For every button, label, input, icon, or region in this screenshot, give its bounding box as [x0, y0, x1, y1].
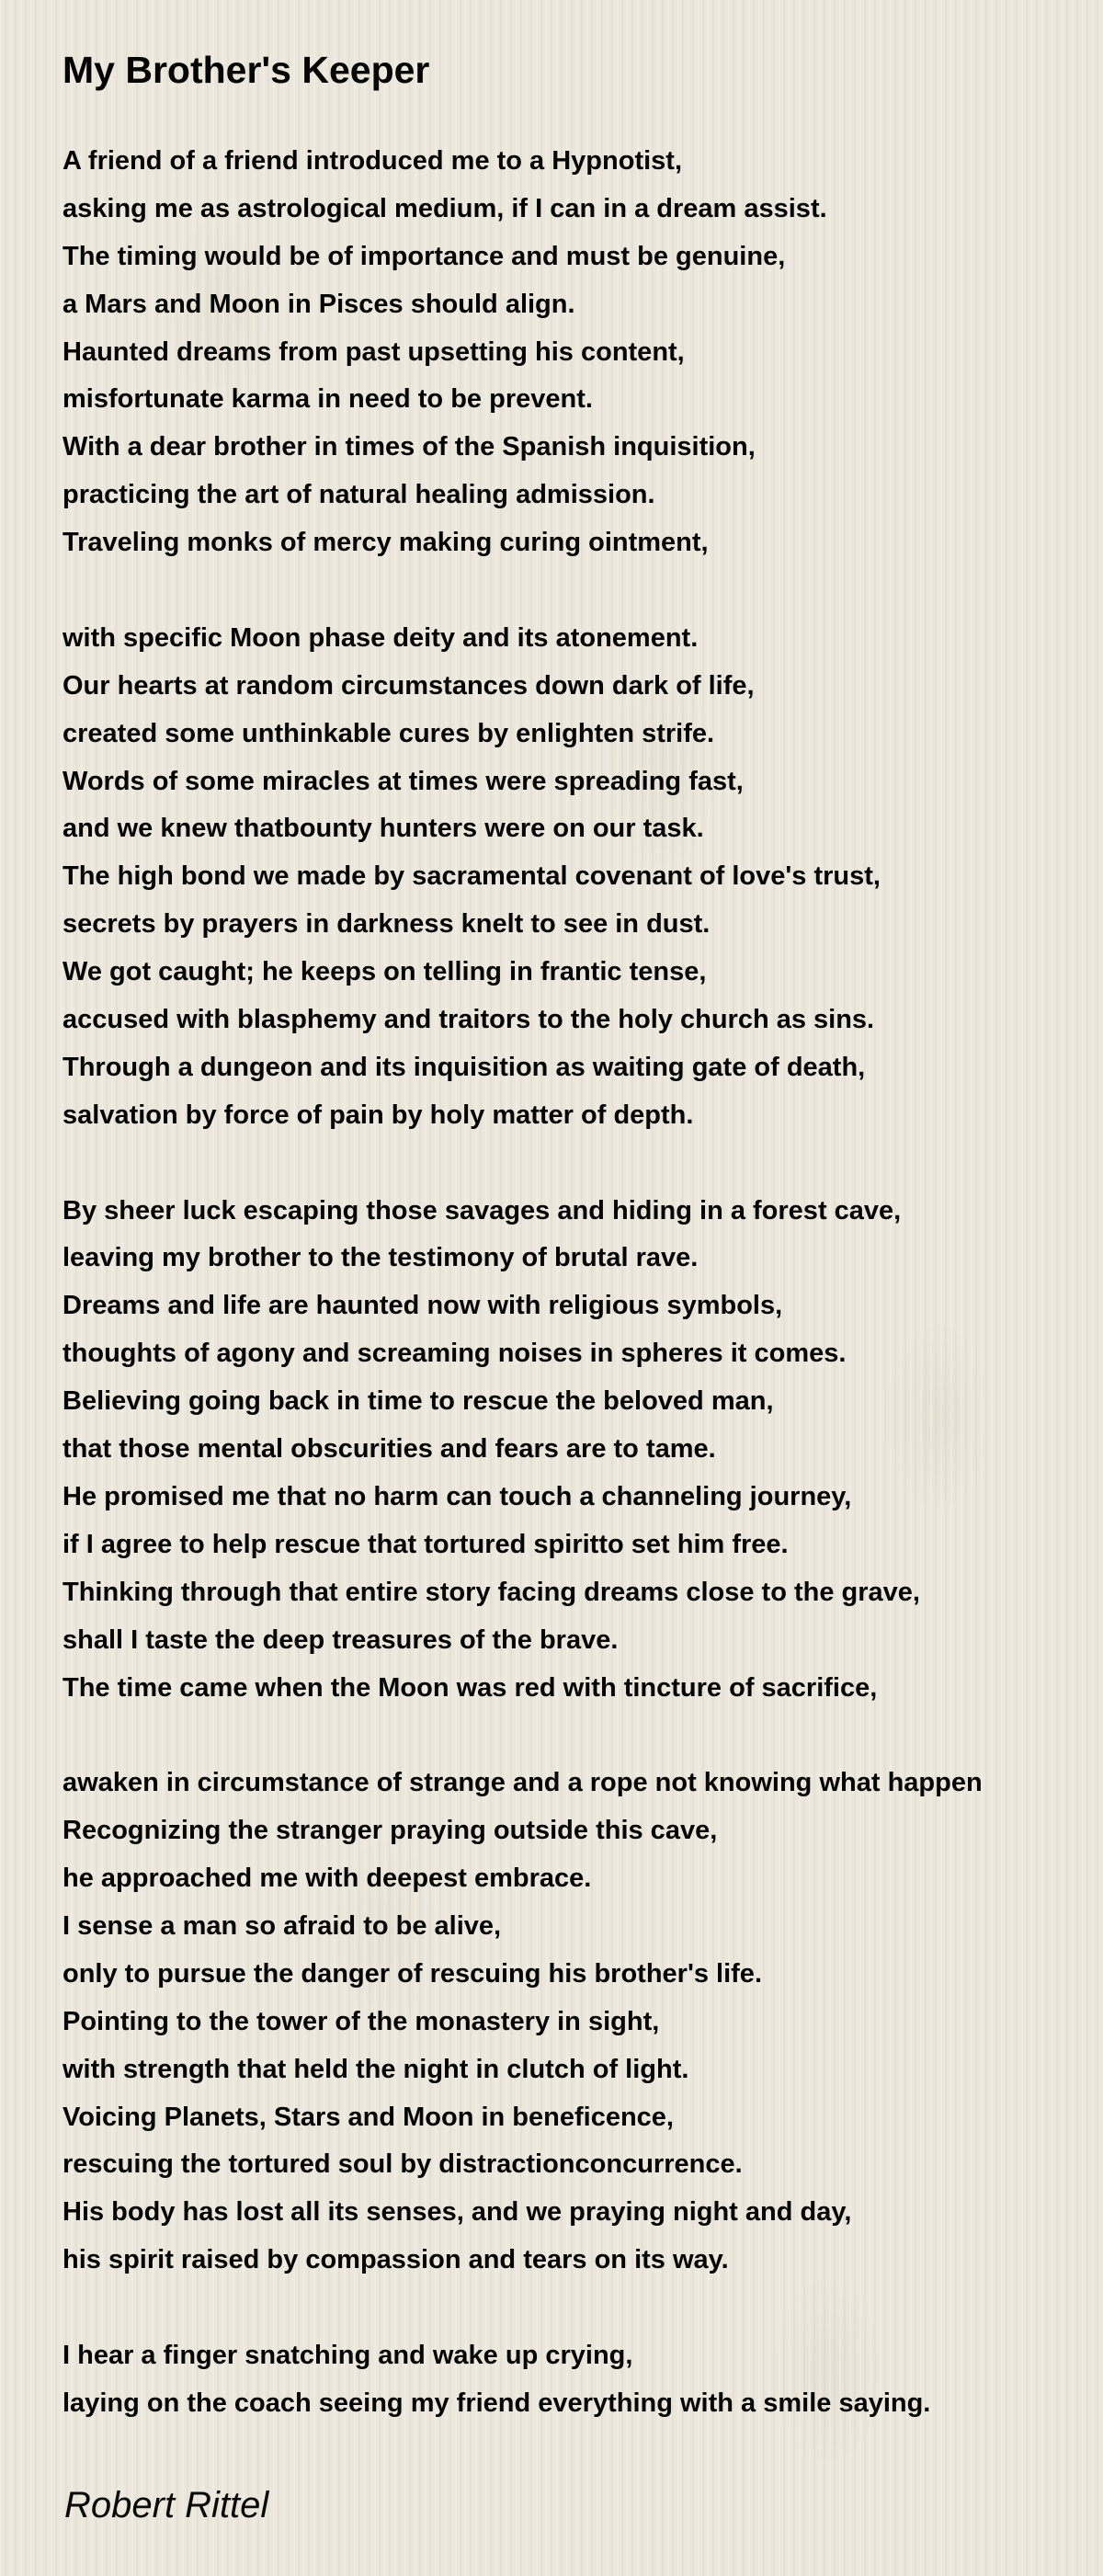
poem-line: The time came when the Moon was red with tincture of sacrifice,	[63, 1672, 878, 1703]
poem-line: that those mental obscurities and fears are to tame.	[63, 1434, 716, 1465]
poem-body	[63, 138, 983, 2428]
poem-line: Recognizing the stranger praying outside this cave,	[63, 1816, 718, 1846]
poem-line: With a dear brother in times of the Spanish inquisition,	[63, 432, 756, 462]
poem-line: Believing going back in time to rescue the beloved man,	[63, 1386, 774, 1417]
stanza-1	[63, 138, 983, 567]
stanza-break	[63, 567, 983, 615]
poem-title: My Brother's Keeper	[63, 49, 430, 91]
poem-line: his spirit raised by compassion and tears on its way.	[63, 2245, 729, 2275]
poem-line: I sense a man so afraid to be alive,	[63, 1910, 502, 1941]
poem-line: Our hearts at random circumstances down dark of life,	[63, 670, 755, 701]
poem-line: He promised me that no harm can touch a channeling journey,	[63, 1481, 852, 1511]
poem-line: misfortunate karma in need to be prevent.	[63, 384, 593, 415]
poem-line: I hear a finger snatching and wake up crying,	[63, 2340, 633, 2370]
poem-line: leaving my brother to the testimony of brutal rave.	[63, 1243, 699, 1273]
poem-line: laying on the coach seeing my friend everything with a smile saying.	[63, 2388, 931, 2418]
poem-line: Thinking through that entire story facing dreams close to the grave,	[63, 1577, 920, 1607]
poem-line: Traveling monks of mercy making curing ointment,	[63, 528, 709, 558]
poem-line: His body has lost all its senses, and we praying night and day,	[63, 2197, 852, 2228]
poem-line: only to pursue the danger of rescuing his brother's life.	[63, 1958, 762, 1989]
poem-line: shall I taste the deep treasures of the brave.	[63, 1624, 619, 1655]
stanza-3	[63, 1188, 983, 1713]
poem-line: A friend of a friend introduced me to a Hypnotist,	[63, 146, 683, 176]
poem-line: We got caught; he keeps on telling in frantic tense,	[63, 957, 707, 987]
stanza-break	[63, 1140, 983, 1188]
poem-line: thoughts of agony and screaming noises in spheres it comes.	[63, 1339, 847, 1369]
poem-line: and we knew thatbounty hunters were on our task.	[63, 814, 704, 844]
poem-line: Through a dungeon and its inquisition as waiting gate of death,	[63, 1052, 866, 1082]
poem-line: created some unthinkable cures by enlighten strife.	[63, 718, 715, 748]
poem-line: salvation by force of pain by holy matter of depth.	[63, 1100, 694, 1130]
poem-line: asking me as astrological medium, if I can in a dream assist.	[63, 193, 827, 223]
stanza-4	[63, 1760, 983, 2285]
poem-line: The high bond we made by sacramental covenant of love's trust,	[63, 861, 881, 892]
poem-line: secrets by prayers in darkness knelt to see in dust.	[63, 909, 711, 940]
stanza-break	[63, 2285, 983, 2332]
poem-line: Voicing Planets, Stars and Moon in beneficence,	[63, 2102, 674, 2132]
poem-line: awaken in circumstance of strange and a rope not knowing what happen	[63, 1768, 983, 1798]
poem-line: with strength that held the night in clutch of light.	[63, 2054, 689, 2084]
poem-line: accused with blasphemy and traitors to the holy church as sins.	[63, 1005, 875, 1035]
poem-line: By sheer luck escaping those savages and hiding in a forest cave,	[63, 1195, 902, 1225]
poem-line: Haunted dreams from past upsetting his content,	[63, 336, 685, 367]
poem-line: Pointing to the tower of the monastery in sight,	[63, 2006, 660, 2036]
poem-line: he approached me with deepest embrace.	[63, 1864, 592, 1894]
stanza-break	[63, 1712, 983, 1760]
poem-line: The timing would be of importance and must be genuine,	[63, 241, 786, 271]
poem-line: if I agree to help rescue that tortured spiritto set him free.	[63, 1529, 789, 1559]
poem-line: a Mars and Moon in Pisces should align.	[63, 289, 575, 319]
poem-line: practicing the art of natural healing admission.	[63, 480, 655, 510]
poem-line: Words of some miracles at times were spreading fast,	[63, 766, 744, 796]
poem-line: with specific Moon phase deity and its atonement.	[63, 622, 699, 653]
poem-line: rescuing the tortured soul by distractionconcurrence.	[63, 2149, 743, 2180]
poem-line: Dreams and life are haunted now with religious symbols,	[63, 1291, 783, 1321]
stanza-5	[63, 2332, 983, 2428]
stanza-2	[63, 615, 983, 1140]
poem-author: Robert Rittel	[64, 2485, 269, 2525]
